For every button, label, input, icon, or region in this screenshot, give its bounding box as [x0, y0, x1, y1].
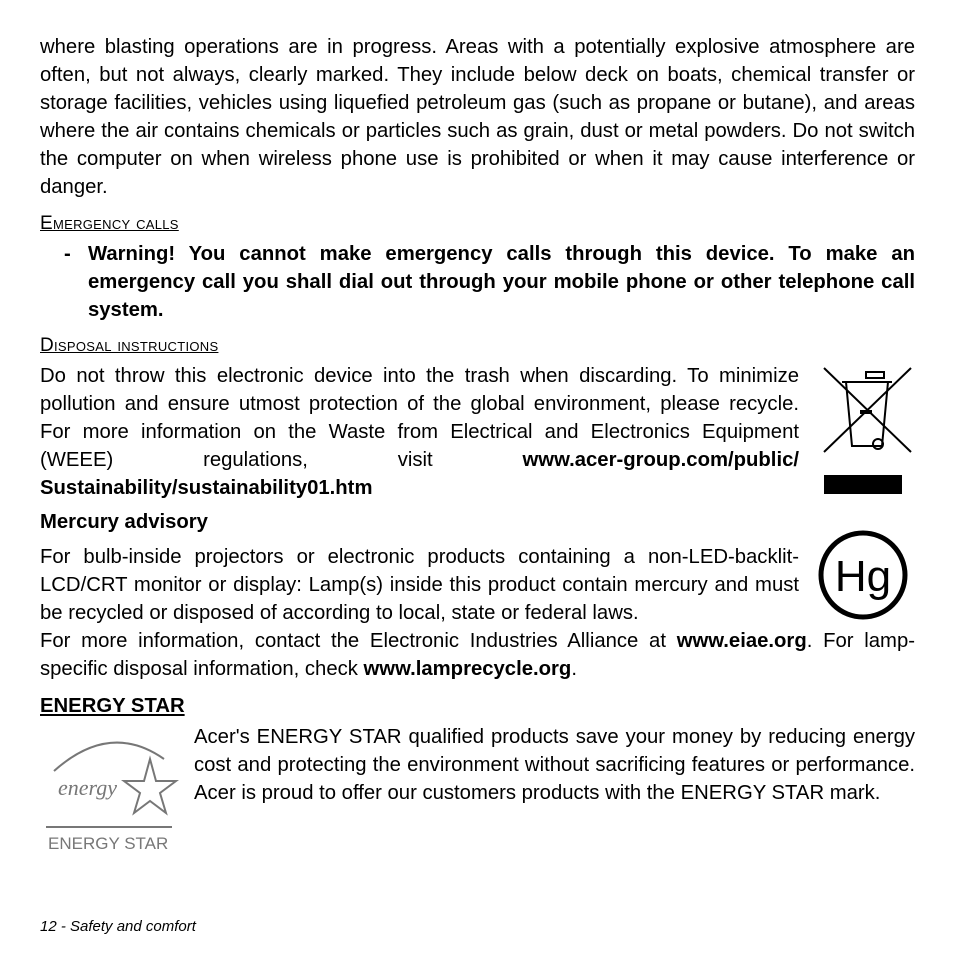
crossed-out-wheelie-bin-icon: [820, 364, 915, 494]
page-content: [40, 33, 915, 851]
disposal-section: [40, 362, 915, 502]
page-footer: 12 - Safety and comfort: [40, 918, 196, 935]
mercury-text: For bulb-inside projectors or electronic products containing a non-LED-backlit-LCD/CRT monitor or display: Lamp(s) inside this product contain mercury and must be recycled or disposed of according to local, state or federal laws.: [40, 546, 799, 624]
energy-star-caption: ENERGY STAR: [48, 834, 169, 851]
energy-script: energy: [58, 775, 118, 800]
emergency-warning: [64, 240, 915, 324]
hg-symbol: Hg: [834, 552, 892, 601]
energy-star-section: [40, 723, 915, 851]
emergency-calls-heading: Emergency calls: [40, 213, 179, 234]
energy-star-logo: [40, 731, 180, 851]
hg-icon: [817, 529, 909, 621]
mercury-section: [40, 543, 915, 627]
eiae-link[interactable]: www.eiae.org: [676, 630, 807, 652]
lamprecycle-link[interactable]: www.lamprecycle.org: [363, 658, 572, 680]
warning-text: Warning! You cannot make emergency calls through this device. To make an emergency call you shall dial out through your mobile phone or other telephone call system.: [88, 243, 915, 321]
disposal-text: [40, 362, 799, 502]
energy-star-heading: ENERGY STAR: [40, 695, 185, 717]
more-info-middle: . For lamp-specific disposal information, check: [40, 630, 915, 680]
more-info-prefix: For more information, contact the Electronic Industries Alliance at: [40, 630, 677, 652]
more-info-suffix: .: [571, 658, 577, 680]
warning-dash: -: [64, 243, 71, 265]
disposal-body: Do not throw this electronic device into the trash when discarding. To minimize pollution and ensure utmost protection of the global environment, please recycle. For more information on the Waste from Electrical and Electronics Equipment (WEEE) regulations, visit: [40, 365, 799, 471]
disposal-heading: Disposal instructions: [40, 335, 219, 356]
mercury-more-info: [40, 627, 915, 683]
weee-link[interactable]: www.acer-group.com/public/ Sustainability/sustainability01.htm: [40, 449, 799, 499]
mercury-heading: Mercury advisory: [40, 511, 208, 533]
energy-star-text: Acer's ENERGY STAR qualified products save your money by reducing energy cost and protecting the environment without sacrificing features or performance. Acer is proud to offer our customers products with the ENERGY STAR mark.: [194, 726, 915, 804]
intro-paragraph: where blasting operations are in progress. Areas with a potentially explosive atmosphere are often, but not always, clearly marked. They include below deck on boats, chemical transfer or storage facilities, vehicles using liquefied petroleum gas (such as propane or butane), and areas where the air contains chemicals or particles such as grain, dust or metal powders. Do not switch the computer on when wireless phone use is prohibited or when it may cause interference or danger.: [40, 36, 915, 198]
